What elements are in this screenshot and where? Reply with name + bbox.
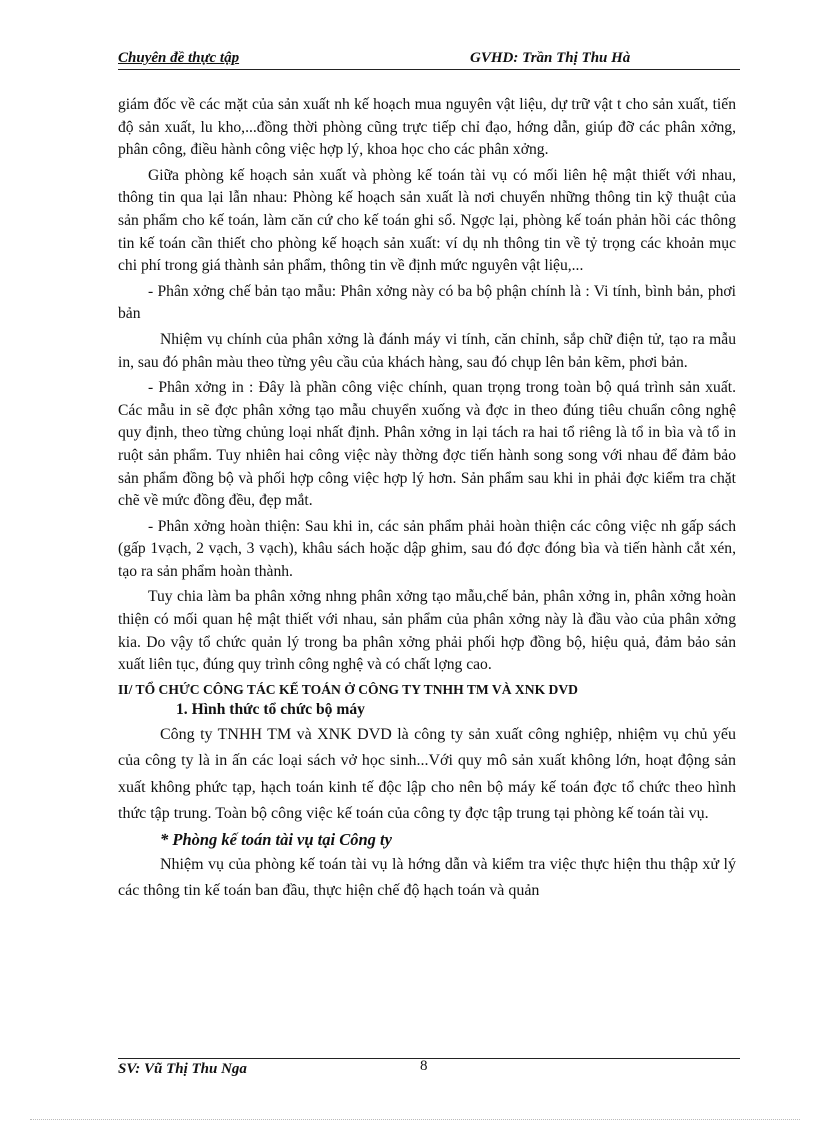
footer-rule (118, 1058, 740, 1059)
header-right-advisor: GVHD: Trần Thị Thu Hà (470, 50, 631, 66)
paragraph-1: giám đốc về các mặt của sản xuất nh kế hoạch mua nguyên vật liệu, dự trữ vật t cho sản xuất, tiến độ sản xuất, lu kho,...đồng thời phòng cũng trực tiếp chỉ đạo, hớng dẫn, giúp đỡ các phân xởng, phân công, điều hành công việc hợp lý, khoa học cho các phân xởng. (118, 96, 736, 159)
section-heading: II/ TỔ CHỨC CÔNG TÁC KẾ TOÁN Ở CÔNG TY TNHH TM VÀ XNK DVD (118, 681, 578, 697)
final-paragraph: Nhiệm vụ của phòng kế toán tài vụ là hớng dẫn và kiểm tra việc thực hiện thu thập xử lý các thông tin kế toán ban đầu, thực hiện chế độ hạch toán và quản (118, 855, 736, 900)
paragraph-5: - Phân xởng in : Đây là phần công việc chính, quan trọng trong toàn bộ quá trình sản xuất. Các mẫu in sẽ đợc phân xởng tạo mẫu chuyển xuống và đợc in theo đúng tiêu chuẩn công nghệ quy định, theo từng chủng loại nhất định. Phân xởng in lại tách ra hai tổ riêng là tổ in bìa và tổ in ruột sản phẩm. Tuy nhiên hai công việc này thờng đợc tiến hành song song với nhau để đảm bảo sản phẩm đồng bộ và phối hợp công việc hợp lý hơn. Sản phẩm sau khi in phải đợc kiểm tra chặt chẽ về mức đồng đều, đẹp mắt. (118, 379, 736, 510)
subheading-2: * Phòng kế toán tài vụ tại Công ty (160, 829, 392, 849)
page-number: 8 (420, 1058, 428, 1074)
paragraph-2: Giữa phòng kế hoạch sản xuất và phòng kế toán tài vụ có mối liên hệ mật thiết với nhau, thông tin qua lại lẫn nhau: Phòng kế hoạch sản xuất là nơi chuyển những thông tin kỹ thuật của sản phẩm cho kế toán, làm căn cứ cho kế toán ghi sổ. Ngợc lại, phòng kế toán phản hồi các thông tin kế toán cần thiết cho phòng kế hoạch sản xuất: ví dụ nh thông tin về tỷ trọng các khoản mục chi phí trong giá thành sản phẩm, thông tin về định mức nguyên vật liệu,... (118, 166, 736, 275)
paragraph-3: - Phân xởng chế bản tạo mẫu: Phân xởng này có ba bộ phận chính là : Vi tính, bình bản, phơi bản (118, 282, 736, 323)
header-rule (118, 69, 740, 70)
paragraph-4: Nhiệm vụ chính của phân xởng là đánh máy vi tính, căn chỉnh, sắp chữ điện tử, tạo ra mẫu in, sau đó phân màu theo từng yêu cầu của khách hàng, sau đó chụp lên bản kẽm, phơi bản. (118, 330, 736, 371)
paragraph-7: Tuy chia làm ba phân xởng nhng phân xởng tạo mẫu,chế bản, phân xởng in, phân xởng hoàn thiện có mối quan hệ mật thiết với nhau, sản phẩm của phân xởng này là đầu vào của phân xởng kia. Do vậy tổ chức quản lý trong ba phân xởng phải phối hợp đồng bộ, hiệu quả, đảm bảo sản xuất liên tục, đúng quy trình công nghệ và có chất lợng cao. (118, 588, 736, 674)
header-left-title: Chuyên đề thực tập (118, 50, 240, 66)
footer-author: SV: Vũ Thị Thu Nga (118, 1061, 247, 1077)
section-paragraph: Công ty TNHH TM và XNK DVD là công ty sản xuất công nghiệp, nhiệm vụ chủ yếu của công ty là in ấn các loại sách vở học sinh...Với quy mô sản xuất không lớn, hoạt động sản xuất không phức tạp, hạch toán kinh tế độc lập cho nên bộ máy kế toán đợc tổ chức theo hình thức tập trung. Toàn bộ công việc kế toán của công ty đợc tập trung tại phòng kế toán tài vụ. (118, 725, 736, 823)
paragraph-6: - Phân xởng hoàn thiện: Sau khi in, các sản phẩm phải hoàn thiện các công việc nh gấp sách (gấp 1vạch, 2 vạch, 3 vạch), khâu sách hoặc dập ghim, sau đó đợc đóng bìa và tiến hành cắt xén, tạo ra sản phẩm hoàn thành. (118, 517, 736, 580)
page-header (118, 50, 740, 68)
subheading: 1. Hình thức tổ chức bộ máy (176, 700, 365, 718)
document-body (118, 94, 736, 905)
page-bottom-dotted-line (30, 1119, 800, 1120)
